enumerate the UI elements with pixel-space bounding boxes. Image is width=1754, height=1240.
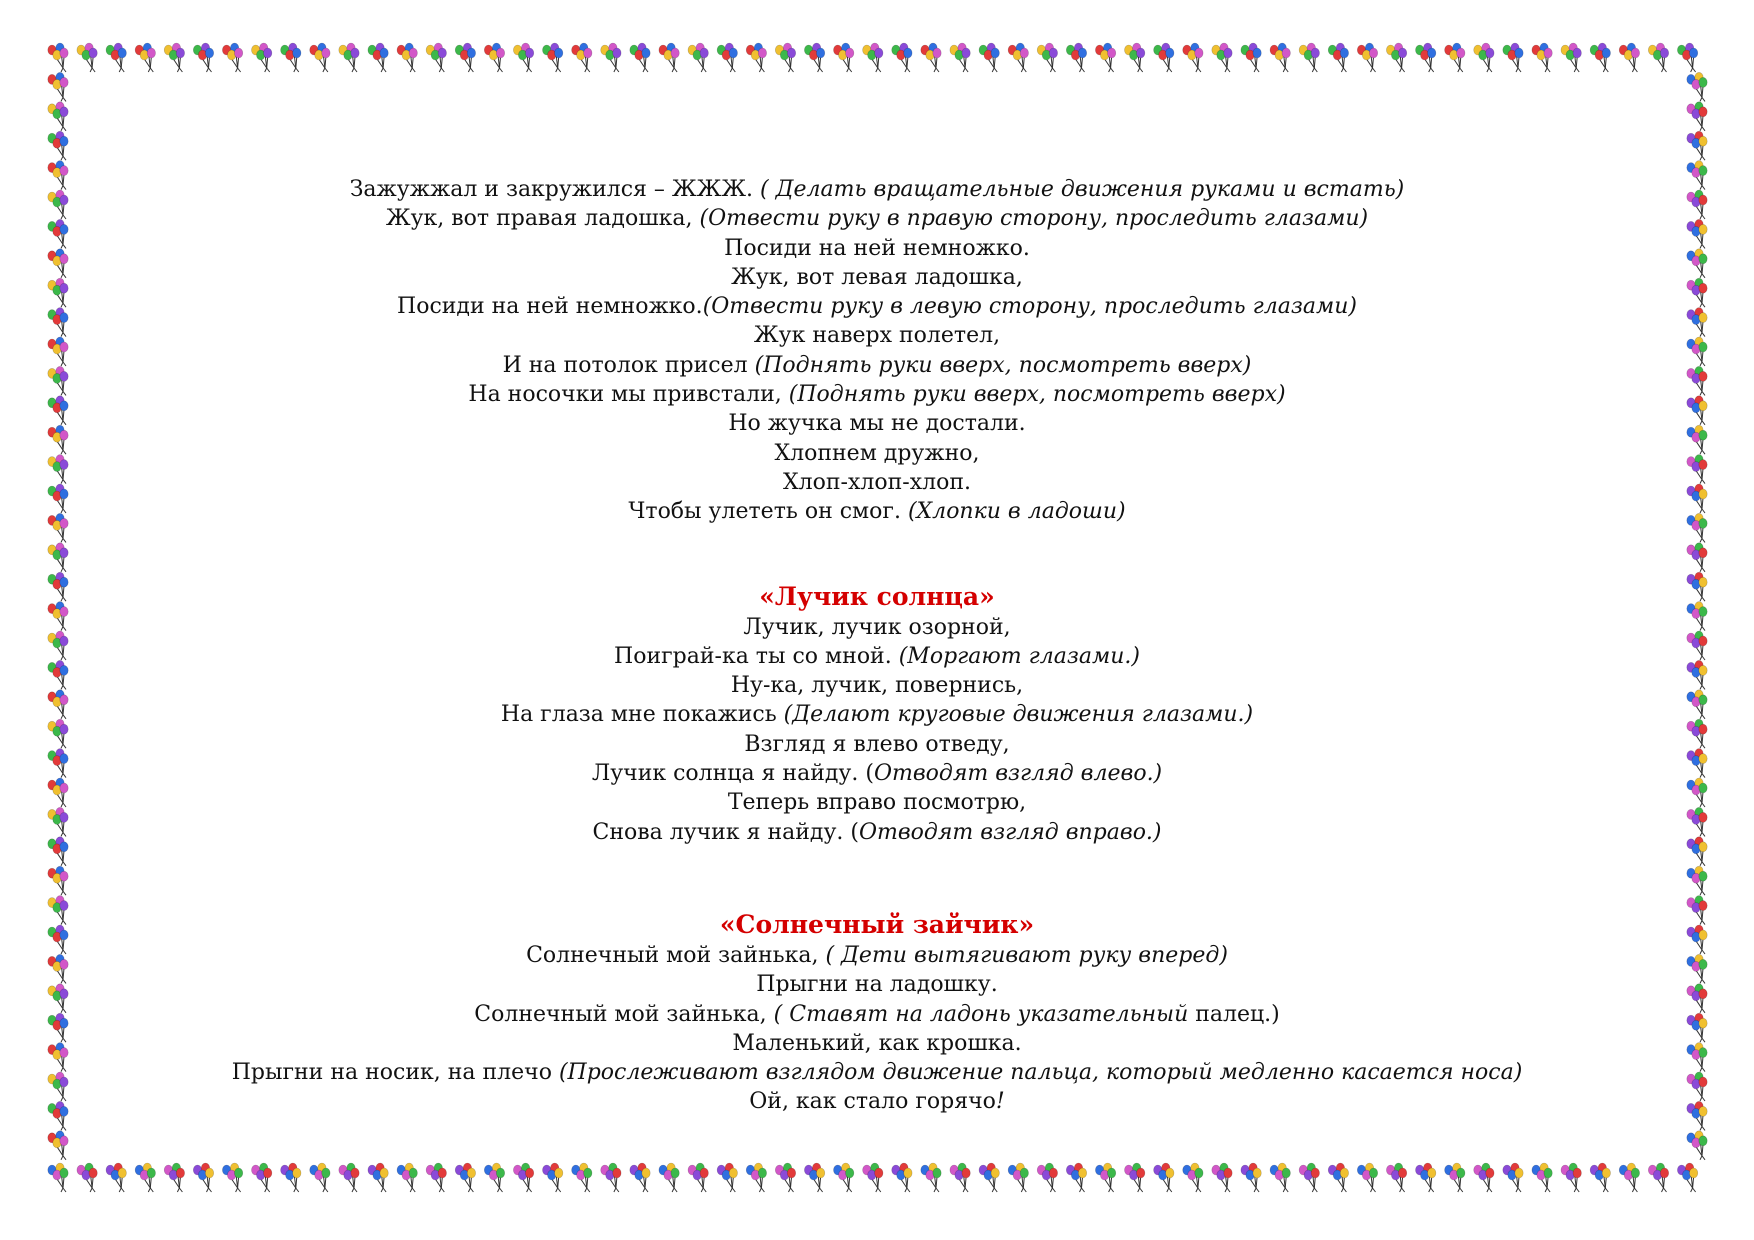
balloon-bunch-icon	[48, 161, 68, 190]
balloon-bunch-icon	[164, 1163, 184, 1192]
balloon-bunch-icon	[1687, 778, 1707, 807]
balloon-bunch-icon	[135, 1163, 155, 1192]
balloon-bunch-icon	[48, 543, 68, 572]
balloon-bunch-icon	[1125, 1163, 1145, 1192]
balloon-bunch-icon	[746, 43, 766, 72]
verse-line: Прыгни на носик, на плечо (Прослеживают взглядом движение пальца, который медленно касается носа)	[231, 1060, 1523, 1086]
balloon-bunch-icon	[1386, 1163, 1406, 1192]
balloon-bunch-icon	[543, 43, 563, 72]
balloon-bunch-icon	[1687, 925, 1707, 954]
balloon-bunch-icon	[48, 719, 68, 748]
balloon-bunch-icon	[863, 43, 883, 72]
balloon-bunch-icon	[1183, 1163, 1203, 1192]
balloon-bunch-icon	[48, 1131, 68, 1160]
balloon-bunch-icon	[1687, 602, 1707, 631]
balloon-bunch-icon	[572, 1163, 592, 1192]
balloon-bunch-icon	[717, 1163, 737, 1192]
verse-line: Лучик солнца я найду. (Отводят взгляд влево.)	[591, 761, 1163, 787]
balloon-bunch-icon	[48, 278, 68, 307]
balloon-bunch-icon	[892, 1163, 912, 1192]
verse-line: Маленький, как крошка.	[732, 1030, 1022, 1056]
verse-line: Взгляд я влево отведу,	[744, 731, 1010, 757]
balloon-bunch-icon	[775, 1163, 795, 1192]
balloon-bunch-icon	[48, 425, 68, 454]
balloon-bunch-icon	[106, 1163, 126, 1192]
verse-line: Зажужжал и закружился – ЖЖЖ. ( Делать вращательные движения руками и встать)	[349, 177, 1405, 202]
verse-line: Солнечный мой зайнька, ( Дети вытягивают руку вперед)	[526, 942, 1228, 968]
balloon-bunch-icon	[746, 1163, 766, 1192]
balloon-bunch-icon	[48, 778, 68, 807]
balloon-bunch-icon	[281, 1163, 301, 1192]
balloon-bunch-icon	[1183, 43, 1203, 72]
balloon-bunch-icon	[48, 131, 68, 160]
balloon-bunch-icon	[1037, 1163, 1057, 1192]
verse-line: Но жучка мы не достали.	[728, 411, 1026, 437]
balloon-bunch-icon	[48, 513, 68, 542]
balloon-bunch-icon	[426, 43, 446, 72]
balloon-bunch-icon	[1474, 1163, 1494, 1192]
balloon-bunch-icon	[48, 337, 68, 366]
balloon-bunch-icon	[1561, 43, 1581, 72]
balloon-bunch-icon	[572, 43, 592, 72]
balloon-bunch-icon	[950, 1163, 970, 1192]
balloon-bunch-icon	[339, 43, 359, 72]
balloon-bunch-icon	[1687, 278, 1707, 307]
balloon-bunch-icon	[1503, 1163, 1523, 1192]
balloon-bunch-icon	[892, 43, 912, 72]
balloon-bunch-icon	[48, 1101, 68, 1130]
balloon-bunch-icon	[48, 455, 68, 484]
verse-line: На носочки мы привстали, (Поднять руки вверх, посмотреть вверх)	[468, 382, 1286, 408]
balloon-bunch-icon	[1154, 1163, 1174, 1192]
balloon-bunch-icon	[1687, 984, 1707, 1013]
balloon-bunch-icon	[775, 43, 795, 72]
balloon-bunch-icon	[834, 43, 854, 72]
balloon-bunch-icon	[48, 631, 68, 660]
balloon-bunch-icon	[48, 572, 68, 601]
balloon-bunch-icon	[48, 396, 68, 425]
balloon-bunch-icon	[630, 43, 650, 72]
verse-line: Жук, вот левая ладошка,	[731, 264, 1023, 290]
balloon-bunch-icon	[659, 1163, 679, 1192]
balloon-bunch-icon	[1687, 1131, 1707, 1160]
balloon-bunch-icon	[222, 1163, 242, 1192]
balloon-bunch-icon	[1357, 1163, 1377, 1192]
balloon-bunch-icon	[601, 1163, 621, 1192]
balloon-bunch-icon	[1687, 1101, 1707, 1130]
balloon-bunch-icon	[630, 1163, 650, 1192]
balloon-bunch-icon	[48, 925, 68, 954]
balloon-bunch-icon	[513, 43, 533, 72]
balloon-bunch-icon	[48, 1072, 68, 1101]
balloon-bunch-icon	[48, 866, 68, 895]
balloon-bunch-icon	[1687, 690, 1707, 719]
balloon-bunch-icon	[48, 484, 68, 513]
balloon-bunch-icon	[1299, 43, 1319, 72]
verse-line: Поиграй-ка ты со мной. (Моргают глазами.)	[614, 643, 1140, 669]
balloon-bunch-icon	[339, 1163, 359, 1192]
balloon-bunch-icon	[1687, 866, 1707, 895]
balloon-bunch-icon	[834, 1163, 854, 1192]
balloon-bunch-icon	[1445, 1163, 1465, 1192]
balloon-bunch-icon	[252, 43, 272, 72]
balloon-bunch-icon	[368, 43, 388, 72]
balloon-bunch-icon	[1687, 337, 1707, 366]
balloon-bunch-icon	[543, 1163, 563, 1192]
balloon-bunch-icon	[48, 954, 68, 983]
balloon-bunch-icon	[1687, 396, 1707, 425]
balloon-bunch-icon	[106, 43, 126, 72]
balloon-bunch-icon	[1687, 837, 1707, 866]
balloon-bunch-icon	[1687, 455, 1707, 484]
balloon-bunch-icon	[1561, 1163, 1581, 1192]
balloon-bunch-icon	[1687, 1072, 1707, 1101]
balloon-bunch-icon	[921, 1163, 941, 1192]
balloon-bunch-icon	[1687, 484, 1707, 513]
balloon-bunch-icon	[1532, 43, 1552, 72]
section-sunny-bunny	[120, 909, 1634, 1117]
verse-line: Ой, как стало горячо!	[749, 1089, 1005, 1115]
balloon-bunch-icon	[921, 43, 941, 72]
verse-line: Жук, вот правая ладошка, (Отвести руку в правую сторону, проследить глазами)	[385, 206, 1369, 232]
verse-line: На глаза мне покажись (Делают круговые движения глазами.)	[500, 702, 1254, 728]
balloon-bunch-icon	[1212, 43, 1232, 72]
balloon-bunch-icon	[48, 749, 68, 778]
balloon-bunch-icon	[1590, 1163, 1610, 1192]
balloon-bunch-icon	[1328, 1163, 1348, 1192]
balloon-bunch-icon	[717, 43, 737, 72]
section-beetle	[120, 175, 1634, 527]
balloon-bunch-icon	[48, 308, 68, 337]
balloon-bunch-icon	[252, 1163, 272, 1192]
balloon-bunch-icon	[1687, 631, 1707, 660]
balloon-bunch-icon	[1299, 1163, 1319, 1192]
balloon-bunch-icon	[1687, 1043, 1707, 1072]
balloon-bunch-icon	[48, 190, 68, 219]
balloon-bunch-icon	[1648, 1163, 1668, 1192]
balloon-bunch-icon	[659, 43, 679, 72]
balloon-bunch-icon	[48, 1013, 68, 1042]
balloon-bunch-icon	[48, 1043, 68, 1072]
balloon-bunch-icon	[1416, 43, 1436, 72]
balloon-bunch-icon	[1095, 1163, 1115, 1192]
balloon-bunch-icon	[455, 43, 475, 72]
balloon-bunch-icon	[1619, 1163, 1639, 1192]
verse-line: Теперь вправо посмотрю,	[727, 790, 1027, 816]
balloon-bunch-icon	[1677, 1163, 1697, 1192]
section-title: «Лучик солнца»	[759, 581, 995, 611]
balloon-bunch-icon	[1270, 43, 1290, 72]
balloon-bunch-icon	[863, 1163, 883, 1192]
balloon-bunch-icon	[1687, 543, 1707, 572]
balloon-bunch-icon	[48, 219, 68, 248]
balloon-bunch-icon	[1619, 43, 1639, 72]
balloon-bunch-icon	[48, 807, 68, 836]
balloon-bunch-icon	[1095, 43, 1115, 72]
balloon-bunch-icon	[1037, 43, 1057, 72]
verse-line: Ну-ка, лучик, повернись,	[730, 673, 1024, 699]
balloon-bunch-icon	[1687, 190, 1707, 219]
balloon-bunch-icon	[1416, 1163, 1436, 1192]
balloon-bunch-icon	[1687, 249, 1707, 278]
balloon-bunch-icon	[1687, 102, 1707, 131]
balloon-bunch-icon	[1328, 43, 1348, 72]
balloon-bunch-icon	[950, 43, 970, 72]
balloon-bunch-icon	[310, 43, 330, 72]
balloon-bunch-icon	[397, 1163, 417, 1192]
balloon-bunch-icon	[1357, 43, 1377, 72]
balloon-bunch-icon	[804, 1163, 824, 1192]
balloon-bunch-icon	[193, 1163, 213, 1192]
balloon-bunch-icon	[1532, 1163, 1552, 1192]
section-sun-ray	[120, 581, 1634, 847]
balloon-bunch-icon	[1066, 43, 1086, 72]
balloon-bunch-icon	[1503, 43, 1523, 72]
balloon-bunch-icon	[281, 43, 301, 72]
balloon-bunch-icon	[397, 43, 417, 72]
verse-line: Снова лучик я найду. (Отводят взгляд вправо.)	[592, 819, 1162, 845]
balloon-bunch-icon	[804, 43, 824, 72]
balloon-bunch-icon	[1008, 1163, 1028, 1192]
balloon-bunch-icon	[77, 1163, 97, 1192]
verse-line: Прыгни на ладошку.	[756, 972, 998, 998]
balloon-bunch-icon	[1212, 1163, 1232, 1192]
balloon-bunch-icon	[48, 984, 68, 1013]
balloon-bunch-icon	[1066, 1163, 1086, 1192]
balloon-bunch-icon	[48, 837, 68, 866]
balloon-bunch-icon	[1687, 896, 1707, 925]
balloon-bunch-icon	[48, 602, 68, 631]
balloon-bunch-icon	[1154, 43, 1174, 72]
verse-line: Жук наверх полетел,	[753, 323, 1001, 349]
balloon-bunch-icon	[48, 896, 68, 925]
balloon-bunch-icon	[484, 43, 504, 72]
verse-line: Чтобы улететь он смог. (Хлопки в ладоши)	[628, 499, 1126, 525]
balloon-bunch-icon	[1687, 1013, 1707, 1042]
balloon-bunch-icon	[1241, 1163, 1261, 1192]
balloon-bunch-icon	[1687, 807, 1707, 836]
balloon-bunch-icon	[222, 43, 242, 72]
balloon-bunch-icon	[979, 1163, 999, 1192]
balloon-bunch-icon	[1687, 72, 1707, 101]
verse-line: Лучик, лучик озорной,	[743, 614, 1011, 640]
balloon-bunch-icon	[1677, 43, 1697, 72]
balloon-bunch-icon	[1474, 43, 1494, 72]
balloon-bunch-icon	[1687, 719, 1707, 748]
document-body	[120, 175, 1634, 1117]
balloon-bunch-icon	[688, 1163, 708, 1192]
verse-line: Хлоп-хлоп-хлоп.	[783, 469, 971, 495]
balloon-bunch-icon	[193, 43, 213, 72]
balloon-bunch-icon	[601, 43, 621, 72]
balloon-bunch-icon	[1687, 219, 1707, 248]
balloon-bunch-icon	[48, 72, 68, 101]
verse-line: Посиди на ней немножко.(Отвести руку в левую сторону, проследить глазами)	[397, 294, 1357, 320]
section-title: «Солнечный зайчик»	[719, 909, 1035, 939]
balloon-bunch-icon	[1687, 749, 1707, 778]
balloon-bunch-icon	[1648, 43, 1668, 72]
balloon-bunch-icon	[513, 1163, 533, 1192]
balloon-bunch-icon	[48, 660, 68, 689]
balloon-bunch-icon	[48, 249, 68, 278]
balloon-bunch-icon	[135, 43, 155, 72]
balloon-bunch-icon	[1008, 43, 1028, 72]
balloon-bunch-icon	[426, 1163, 446, 1192]
balloon-bunch-icon	[1687, 425, 1707, 454]
balloon-bunch-icon	[1386, 43, 1406, 72]
balloon-bunch-icon	[1687, 308, 1707, 337]
balloon-bunch-icon	[164, 43, 184, 72]
balloon-bunch-icon	[310, 1163, 330, 1192]
balloon-bunch-icon	[1687, 572, 1707, 601]
balloon-bunch-icon	[484, 1163, 504, 1192]
balloon-bunch-icon	[1687, 366, 1707, 395]
balloon-bunch-icon	[688, 43, 708, 72]
balloon-bunch-icon	[1590, 43, 1610, 72]
balloon-bunch-icon	[48, 1163, 68, 1192]
balloon-bunch-icon	[48, 102, 68, 131]
balloon-bunch-icon	[1687, 131, 1707, 160]
balloon-bunch-icon	[1125, 43, 1145, 72]
verse-line: Солнечный мой зайнька, ( Ставят на ладонь указательный палец.)	[474, 1001, 1280, 1027]
balloon-bunch-icon	[48, 690, 68, 719]
balloon-bunch-icon	[1445, 43, 1465, 72]
verse-line: Посиди на ней немножко.	[724, 235, 1030, 261]
balloon-bunch-icon	[48, 43, 68, 72]
balloon-bunch-icon	[1687, 513, 1707, 542]
balloon-bunch-icon	[455, 1163, 475, 1192]
balloon-bunch-icon	[979, 43, 999, 72]
verse-line: Хлопнем дружно,	[774, 440, 980, 466]
balloon-bunch-icon	[77, 43, 97, 72]
balloon-bunch-icon	[1687, 954, 1707, 983]
balloon-bunch-icon	[1241, 43, 1261, 72]
balloon-bunch-icon	[1687, 161, 1707, 190]
balloon-bunch-icon	[368, 1163, 388, 1192]
balloon-bunch-icon	[1270, 1163, 1290, 1192]
verse-line: И на потолок присел (Поднять руки вверх, посмотреть вверх)	[502, 352, 1252, 378]
balloon-bunch-icon	[48, 366, 68, 395]
balloon-bunch-icon	[1687, 660, 1707, 689]
